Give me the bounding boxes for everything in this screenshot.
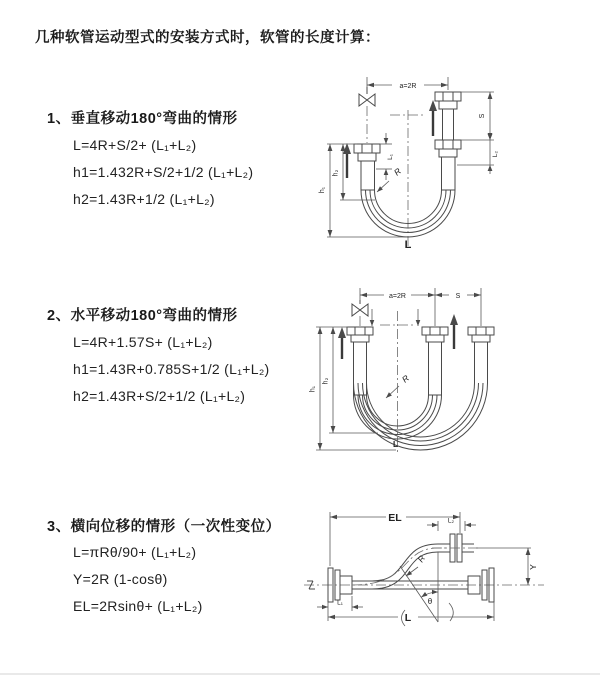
dim-h1-label: h₁ [309, 385, 317, 393]
dim-r-label: R [391, 165, 403, 178]
dim-length-label: L [404, 612, 412, 624]
diagram-horizontal-180-bend [308, 283, 600, 463]
dim-y [476, 548, 538, 585]
hose-braid-left [361, 161, 375, 190]
dim-r-label: R [415, 553, 428, 565]
dim-h2-label: h₂ [322, 377, 330, 385]
dim-length-label: L [404, 239, 412, 251]
right-flange-displaced [432, 534, 480, 562]
right-flange-moved [468, 327, 494, 342]
dim-a2r-label: a=2R [389, 292, 406, 300]
mid-flange-original [422, 327, 448, 342]
dim-l1 [376, 133, 394, 180]
dim-r-label: R [399, 372, 411, 385]
dim-el-label: EL [388, 512, 402, 524]
dim-a2r [360, 288, 481, 326]
hose-braid-mid [429, 342, 442, 395]
diagram-vertical-180-bend [313, 70, 600, 265]
dim-h2 [323, 327, 379, 433]
label-bend-radius [377, 166, 403, 192]
dim-s [435, 293, 481, 300]
section2-formula-L: L=4R+1.57S+ (L₁+L₂) [73, 334, 213, 350]
section1-heading: 1、垂直移动180°弯曲的情形 [47, 111, 238, 127]
right-flange-moved [435, 92, 461, 140]
section3-formula-Y: Y=2R (1-cosθ) [73, 571, 168, 587]
angle-theta-label: θ [427, 597, 433, 606]
motion-arrow-left-icon [338, 327, 346, 359]
section3-heading: 3、横向位移的情形（一次性变位） [47, 519, 281, 535]
dim-l1-label: L₁ [337, 599, 343, 607]
page-title: 几种软管运动型式的安装方式时，软管的长度计算： [35, 30, 380, 46]
section3-formula-EL: EL=2Rsinθ+ (L₁+L₂) [73, 598, 203, 614]
dim-h1-label: h₁ [319, 186, 326, 194]
hose-braid-right [442, 157, 456, 190]
left-flange [347, 327, 373, 342]
section2-formula-h2: h2=1.43R+S/2+1/2 (L₁+L₂) [73, 388, 246, 404]
dim-s-label: S [455, 292, 461, 300]
valve-icon [359, 87, 375, 143]
hose-right-moved [475, 342, 488, 383]
valve-icon [352, 300, 368, 326]
section3-formula-L: L=πRθ/90+ (L₁+L₂) [73, 544, 197, 560]
dim-l1-label: L₁ [387, 154, 394, 160]
dim-y-label: Y [528, 564, 538, 570]
dim-l2 [427, 518, 476, 532]
hose-s-curve-displaced [352, 544, 450, 589]
dim-h2-label: h₂ [332, 169, 340, 177]
ref-arrow-left [370, 309, 375, 326]
left-flange [354, 144, 380, 161]
dim-length [328, 599, 494, 624]
dim-l2-label: L₂ [447, 517, 455, 525]
ref-arrow-mid [416, 309, 421, 326]
dim-a2r-label: a=2R [399, 82, 417, 90]
diagram-lateral-displacement [298, 500, 600, 650]
dim-l2-label: L₂ [492, 150, 499, 158]
hose-braid-left [354, 342, 367, 395]
right-flange-original [435, 140, 461, 157]
section1-formula-h1: h1=1.432R+S/2+1/2 (L₁+L₂) [73, 164, 254, 180]
dim-s-label: S [479, 113, 486, 119]
section1-formula-L: L=4R+S/2+ (L₁+L₂) [73, 137, 197, 153]
dim-s [461, 92, 494, 140]
dim-length-label: L [393, 440, 398, 449]
label-bend-radius [386, 373, 411, 398]
motion-arrow-up-right-icon [429, 100, 437, 136]
dim-a2r [367, 77, 448, 90]
section2-heading: 2、水平移动180°弯曲的情形 [47, 308, 238, 324]
dim-el [330, 512, 460, 566]
section1-formula-h2: h2=1.43R+1/2 (L₁+L₂) [73, 191, 215, 207]
motion-arrow-mid-icon [450, 314, 458, 349]
section2-formula-h1: h1=1.43R+0.785S+1/2 (L₁+L₂) [73, 361, 270, 377]
